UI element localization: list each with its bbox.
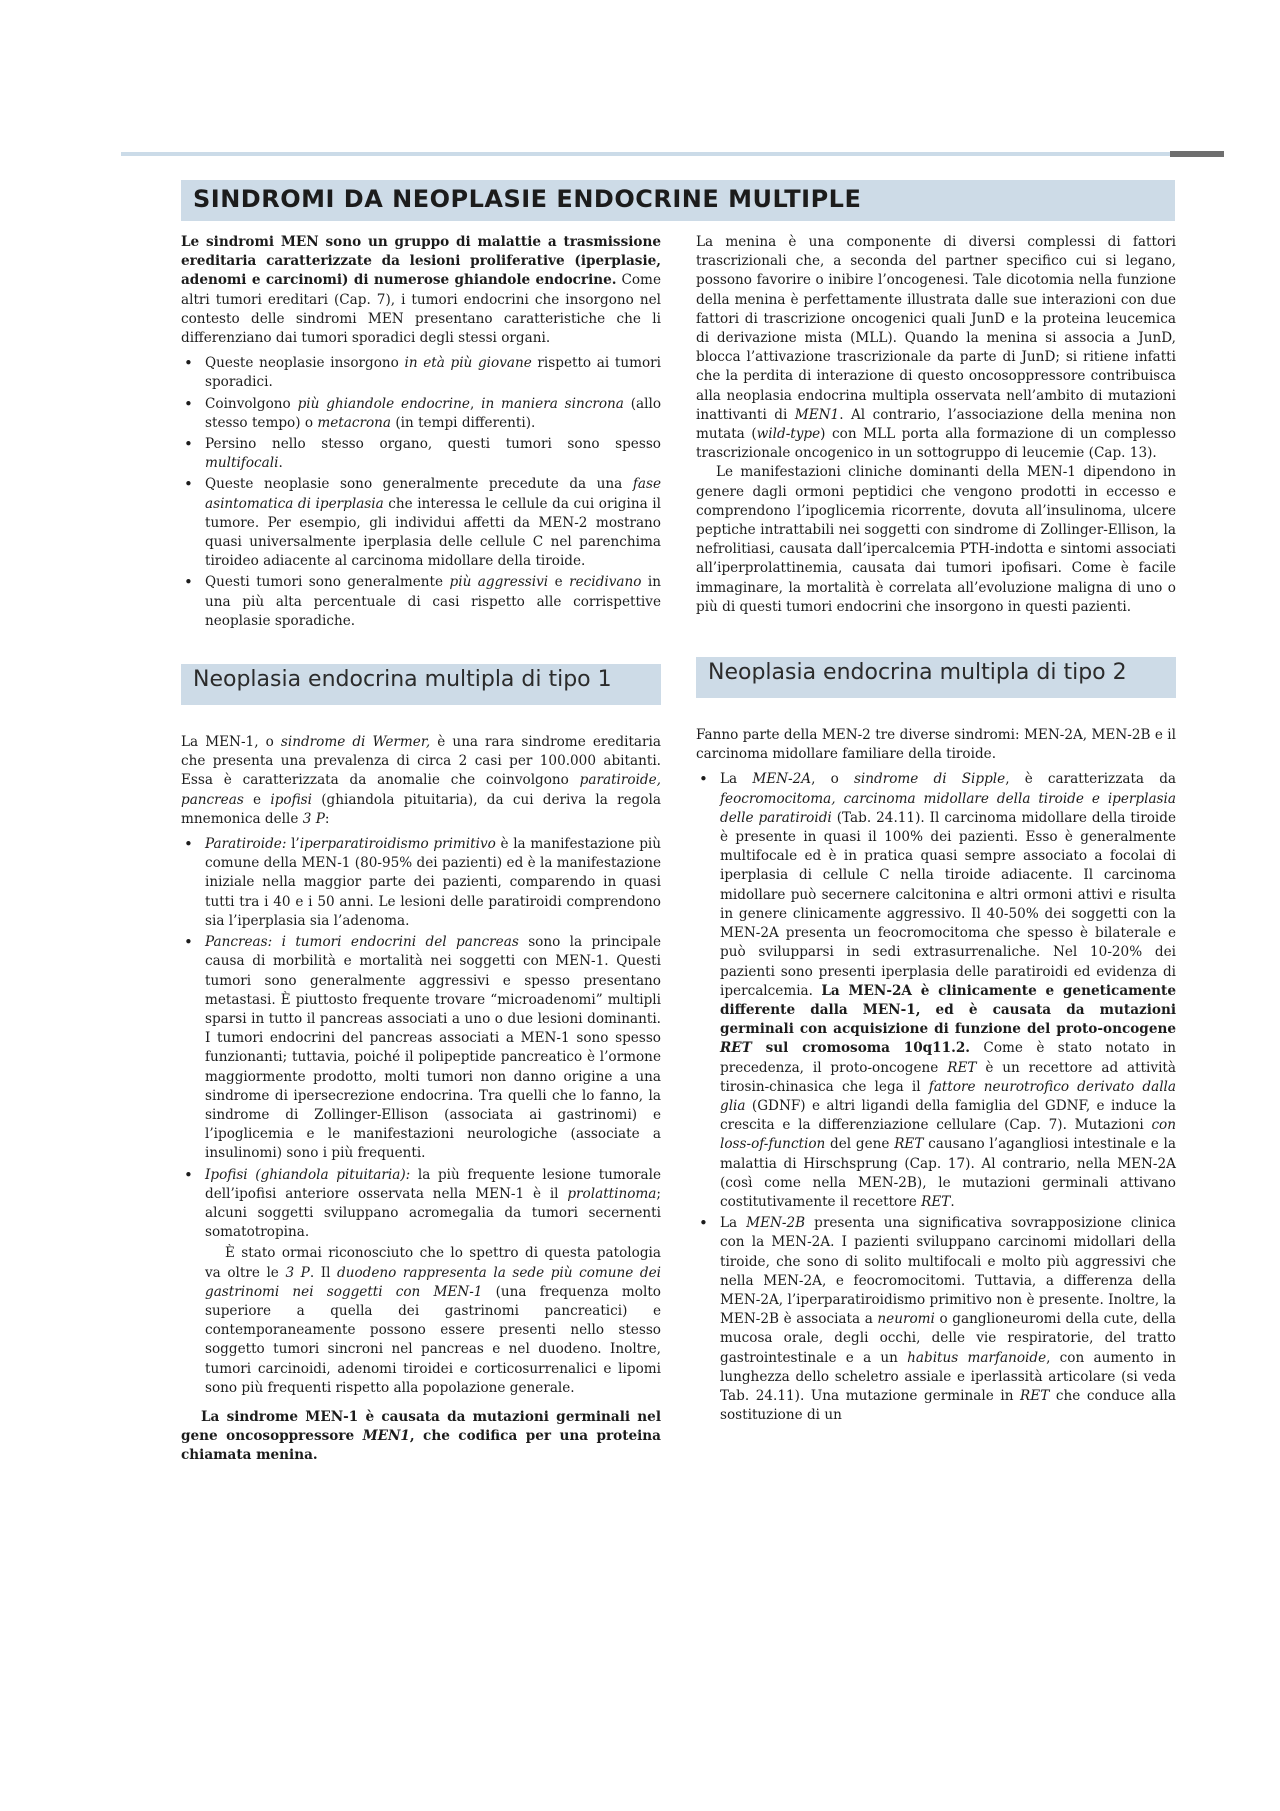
list-item: • La MEN-2B presenta una significativa sovrapposizione clinica con la MEN-2A. I pazienti sviluppano carcinomi midollari della tiroide, che sono di solito multifocali e molto più aggressivi che nella MEN-2A, e feocromocitomi. Tuttavia, a differenza della MEN-2A, l’iperparatiroidismo primitivo non è presente. Inoltre, la MEN-2B è associata a neuromi o ganglioneuromi della cute, della mucosa orale, degli occhi, delle vie respiratorie, del tratto gastrointestinale e a un habitus marfanoide, con aumento in lunghezza dello scheletro assiale e iperlassità articolare (si veda Tab. 24.11). Una mutazione germinale in RET che conduce alla sostituzione di un xyxy=(720,1214,1176,1425)
page-title: SINDROMI DA NEOPLASIE ENDOCRINE MULTIPLE xyxy=(181,180,1175,221)
men1-paragraph: La MEN-1, o sindrome di Wermer, è una rara sindrome ereditaria che presenta una prevalenza di circa 2 casi per 100.000 abitanti. Essa è caratterizzata da anomalie che coinvolgono paratiroide, pancreas e ipofisi (ghiandola pituitaria), da cui deriva la regola mnemonica delle 3 P: xyxy=(181,734,662,827)
list-item: • Queste neoplasie insorgono in età più giovane rispetto ai tumori sporadici. xyxy=(205,354,661,392)
section-heading-men1: Neoplasia endocrina multipla di tipo 1 xyxy=(181,664,661,705)
right-column xyxy=(696,233,1176,1427)
list-item: • Coinvolgono più ghiandole endocrine, in maniera sincrona (allo stesso tempo) o metacrona (in tempi differenti). xyxy=(205,395,661,433)
menin-paragraph: La menina è una componente di diversi complessi di fattori trascrizionali che, a seconda del partner specifico cui si legano, possono favorire o inibire l’oncogenesi. Tale dicotomia nella funzione della menina è perfettamente illustrata dalle sue interazioni con due fattori di trascrizione oncogenici quali JunD e la proteina leucemica di derivazione mista (MLL). Quando la menina si associa a JunD, blocca l’attivazione trascrizionale da parte di JunD; si ritiene infatti che la perdita di interazione di questo oncosoppressore contribuisca alla neoplasia endocrina multipla osservata nell’ambito di mutazioni inattivanti di MEN1. Al contrario, l’associazione della menina non mutata (wild-type) con MLL porta alla formazione di un complesso trascrizionale oncogenico in un sottogruppo di leucemie (Cap. 13). xyxy=(696,234,1177,462)
list-item: • Persino nello stesso organo, questi tumori sono spesso multifocali. xyxy=(205,435,661,473)
men1-clinical-paragraph: Le manifestazioni cliniche dominanti della MEN-1 dipendono in genere dagli ormoni peptidici che vengono prodotti in eccesso e comprendono l’ipoglicemia ricorrente, dovuta all’insulinoma, ulcere peptiche intrattabili nei soggetti con sindrome di Zollinger-Ellison, la nefrolitiasi, causata dall’ipercalcemia PTH-indotta e sintomi associati all’iperprolattinemia, causata dai tumori ipofisari. Come è facile immaginare, la mortalità è correlata all’evoluzione maligna di uno o più di questi tumori endocrini che insorgono in questi pazienti. xyxy=(696,464,1176,615)
men2-intro-paragraph: Fanno parte della MEN-2 tre diverse sindromi: MEN-2A, MEN-2B e il carcinoma midollare familiare della tiroide. xyxy=(696,727,1176,763)
top-rule xyxy=(121,152,1218,156)
men1-paragraph-spectrum: È stato ormai riconosciuto che lo spettro di questa patologia va oltre le 3 P. Il duodeno rappresenta la sede più comune dei gastrinomi nei soggetti con MEN-1 (una frequenza molto superiore a quella dei gastrinomi pancreatici) e contemporaneamente possono essere presenti nello stesso soggetto tumori sincroni nel pancreas e nel duodeno. Inoltre, tumori carcinoidi, adenomi tiroidei e corticosurrenalici e lipomi sono più frequenti rispetto alla popolazione generale. xyxy=(205,1245,661,1396)
men-features-list xyxy=(181,354,661,631)
list-item: • Paratiroide: l’iperparatiroidismo primitivo è la manifestazione più comune della MEN-1 (80-95% dei pazienti) ed è la manifestazione iniziale nella maggior parte dei pazienti, comparendo in quasi tutti tra i 40 e i 50 anni. Le lesioni delle paratiroidi comprendono sia l’iperplasia sia l’adenoma. xyxy=(205,835,661,931)
section-heading-men2: Neoplasia endocrina multipla di tipo 2 xyxy=(696,657,1176,698)
list-item: • La MEN-2A, o sindrome di Sipple, è caratterizzata da feocromocitoma, carcinoma midollare della tiroide e iperplasia delle paratiroidi (Tab. 24.11). Il carcinoma midollare della tiroide è presente in quasi il 100% dei pazienti. Esso è generalmente multifocale ed è in pratica quasi sempre associato a focolai di iperplasia di cellule C nella tiroide adiacente. Il carcinoma midollare può secernere calcitonina e altri ormoni attivi e risulta in genere clinicamente aggressivo. Il 40-50% dei soggetti con la MEN-2A presenta un feocromocitoma che spesso è bilaterale e può svilupparsi in sedi extrasurrenaliche. Nel 10-20% dei pazienti sono presenti iperplasia delle paratiroidi ed evidenza di ipercalcemia. La MEN-2A è clinicamente e geneticamente differente dalla MEN-1, ed è causata da mutazioni germinali con acquisizione di funzione del proto-oncogene RET sul cromosoma 10q11.2. Come è stato notato in precedenza, il proto-oncogene RET è un recettore ad attività tirosin-chinasica che lega il fattore neurotrofico derivato dalla glia (GDNF) e altri ligandi della famiglia del GDNF, e induce la crescita e la differenziazione cellulare (Cap. 7). Mutazioni con loss-of-function del gene RET causano l’agangliosi intestinale e la malattia di Hirschsprung (Cap. 17). Al contrario, nella MEN-2A (così come nella MEN-2B), le mutazioni germinali attivano costitutivamente il recettore RET. xyxy=(720,770,1176,1212)
men1-paragraph-cause: La sindrome MEN-1 è causata da mutazioni germinali nel gene oncosoppressore MEN1, che codifica per una proteina chiamata menina. xyxy=(181,1408,661,1464)
list-item: • Queste neoplasie sono generalmente precedute da una fase asintomatica di iperplasia che interessa le cellule da cui origina il tumore. Per esempio, gli individui affetti da MEN-2 mostrano quasi universalmente iperplasia delle cellule C nel parenchima tiroideo adiacente al carcinoma midollare della tiroide. xyxy=(205,475,661,571)
top-rule-accent xyxy=(1170,151,1224,157)
men2-syndromes-list xyxy=(696,770,1176,1425)
list-item: • Ipofisi (ghiandola pituitaria): la più frequente lesione tumorale dell’ipofisi anteriore osservata nella MEN-1 è il prolattinoma; alcuni soggetti sviluppano acromegalia da tumori secernenti somatotropina. xyxy=(205,1166,661,1243)
men1-organs-list xyxy=(181,835,661,1242)
list-item: • Pancreas: i tumori endocrini del pancreas sono la principale causa di morbilità e mortalità nei soggetti con MEN-1. Questi tumori sono generalmente aggressivi e spesso presentano metastasi. È piuttosto frequente trovare “microadenomi” multipli sparsi in tutto il pancreas associati a uno o due lesioni dominanti. I tumori endocrini del pancreas associati a MEN-1 sono spesso funzionanti; tuttavia, poiché il polipeptide pancreatico è l’ormone maggiormente prodotto, molti tumori non danno origine a una sindrome di ipersecrezione endocrina. Tra quelli che lo fanno, la sindrome di Zollinger-Ellison (associata ai gastrinomi) e l’ipoglicemia e le manifestazioni neurologiche (associate a insulinomi) sono i più frequenti. xyxy=(205,933,661,1163)
list-item: • Questi tumori sono generalmente più aggressivi e recidivano in una più alta percentuale di casi rispetto alle corrispettive neoplasie sporadiche. xyxy=(205,573,661,631)
left-column xyxy=(181,233,661,1466)
intro-paragraph: Le sindromi MEN sono un gruppo di malattie a trasmissione ereditaria caratterizzate da lesioni proliferative (iperplasie, adenomi e carcinomi) di numerose ghiandole endocrine. Come altri tumori ereditari (Cap. 7), i tumori endocrini che insorgono nel contesto delle sindromi MEN presentano caratteristiche che li differenziano dai tumori sporadici degli stessi organi. xyxy=(181,234,661,347)
